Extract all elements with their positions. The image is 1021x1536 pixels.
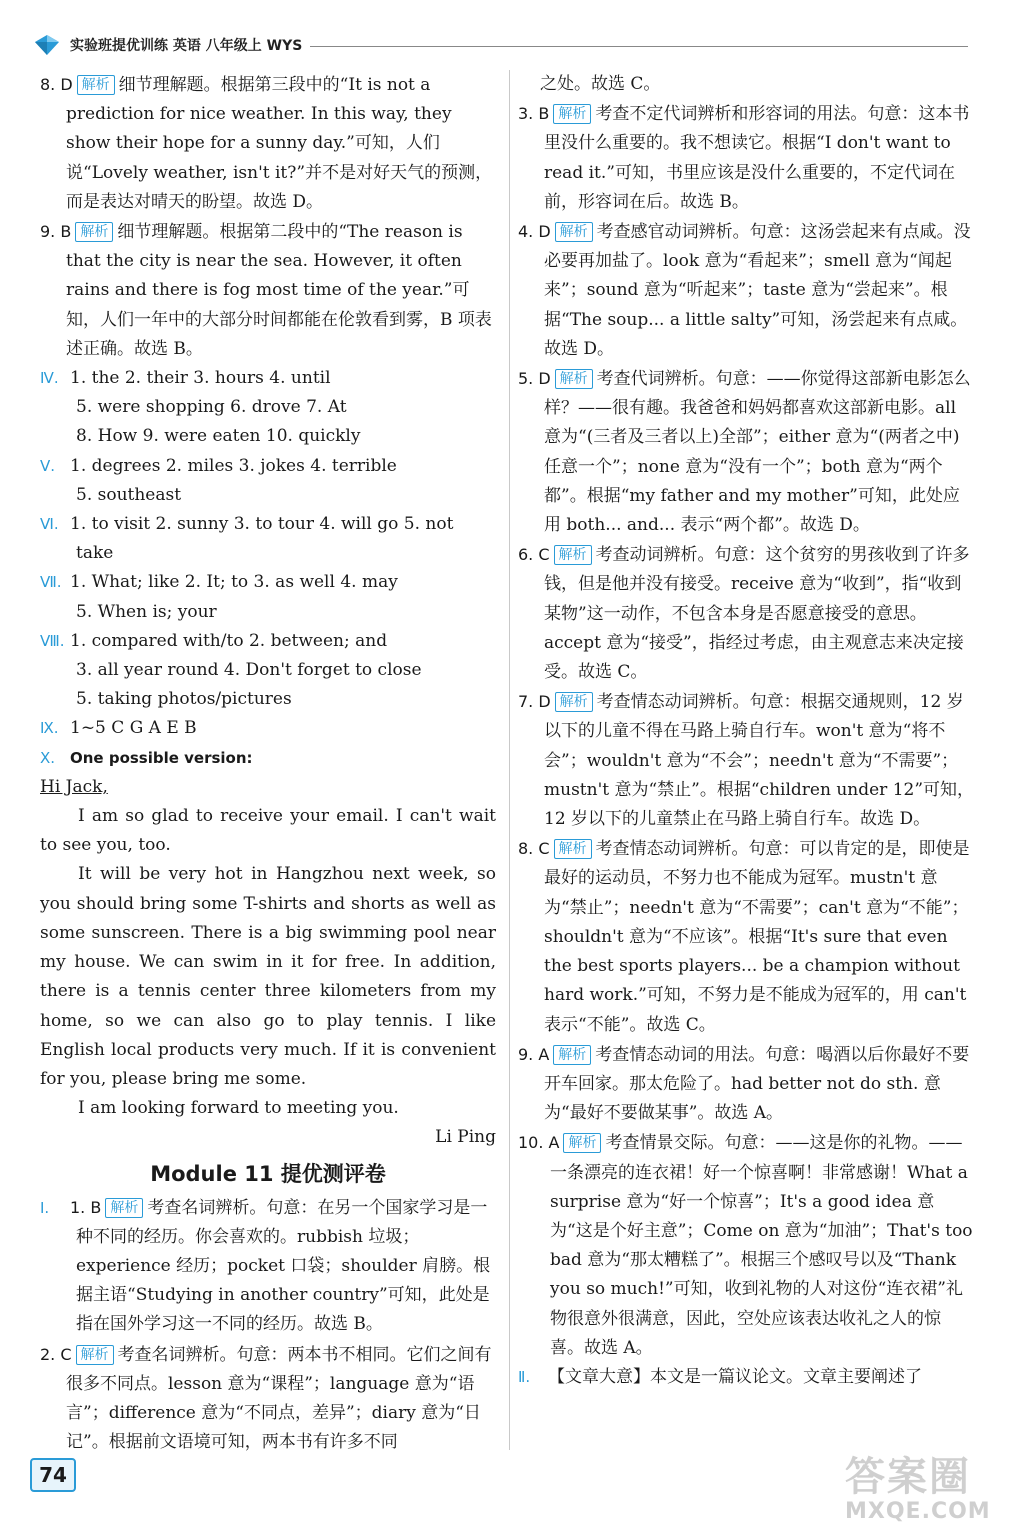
left-column	[40, 70, 496, 1457]
analysis-tag: 解析	[555, 369, 593, 389]
letter-signature: Li Ping	[435, 1127, 496, 1148]
module-answer-2: 2. C 解析 考查名词辨析。句意：两本书不相同。它们之间有很多不同点。lesson 意为“课程”；language 意为“语言”；difference 意为“不同点，差异”；diary 意为“日记”。根据前文语境可知，两本书有许多不同	[40, 1344, 492, 1453]
module-answer-9: 9. A 解析 考查情态动词的用法。句意：喝酒以后你最好不要开车回家。那太危险了。had better not do sth. 意为“最好不要做某事”。故选 A。	[518, 1044, 970, 1124]
analysis-tag: 解析	[77, 75, 115, 95]
module-answer-5: 5. D 解析 考查代词辨析。句意：——你觉得这部新电影怎么样？——很有趣。我爸爸和妈妈都喜欢这部新电影。all 意为“(三者及三者以上)全部”；either 意为“(两者之中)任意一个”；none 意为“没有一个”；both 意为“两个都”。根据“my father and my mother”可知，此处应用 both... and... 表示“两个都”。故选 D。	[518, 369, 971, 536]
module-title: Module 11 提优测评卷	[150, 1161, 386, 1186]
page-header	[30, 30, 970, 60]
diamond-logo-icon	[34, 34, 60, 56]
section-9: Ⅸ. 1~5 C G A E B	[40, 718, 197, 739]
section-5: Ⅴ. 1. degrees 2. miles 3. jokes 4. terrible 5. southeast	[40, 455, 397, 505]
letter-paragraph: It will be very hot in Hangzhou next week, so you should bring some T-shirts and shorts as well as some sunscreen. There is a big swimming pool near my house. We can swim in it for free. In addition, there is a tennis center three kilometers from my home, so we can also go to play tennis. I like English local products very much. If it is convenient for you, please bring me some.	[40, 864, 496, 1089]
continued-text: 之处。故选 C。	[540, 74, 661, 94]
module-answer-6: 6. C 解析 考查动词辨析。句意：这个贫穷的男孩收到了许多钱，但是他并没有接受。receive 意为“收到”，指“收到某物”这一动作，不包含本身是否愿意接受的意思。accept 意为“接受”，指经过考虑，由主观意志来决定接受。故选 C。	[518, 545, 970, 683]
section-6: Ⅵ. 1. to visit 2. sunny 3. to tour 4. will go 5. not take	[40, 514, 454, 564]
letter-paragraph: I am looking forward to meeting you.	[78, 1098, 399, 1119]
header-rule	[310, 46, 968, 47]
watermark-logo: 答案圈 MXQE.COM	[845, 1454, 991, 1524]
analysis-tag: 解析	[553, 104, 591, 124]
analysis-tag: 解析	[553, 1045, 591, 1065]
analysis-tag: 解析	[563, 1133, 601, 1153]
answer-8: 8. D 解析 细节理解题。根据第三段中的“It is not a prediction for nice weather. In this way, they show their hope for a sunny day.”可知，人们说“Lovely weather, isn't it?”并不是对好天气的预测，而是表达对晴天的盼望。故选 D。	[40, 75, 493, 212]
analysis-tag: 解析	[75, 222, 113, 242]
section-8: Ⅷ. 1. compared with/to 2. between; and 3. all year round 4. Don't forget to close 5. taking photos/pictures	[40, 630, 422, 710]
analysis-tag: 解析	[554, 839, 592, 859]
header-title: 实验班提优训练 英语 八年级上 WYS	[70, 38, 303, 54]
module-answer-4: 4. D 解析 考查感官动词辨析。句意：这汤尝起来有点咸。没必要再加盐了。look 意为“看起来”；smell 意为“闻起来”；sound 意为“听起来”；taste 意为“尝起来”。根据“The soup... a little salty”可知，汤尝起来有点咸。故选 D。	[518, 222, 971, 359]
section-2: Ⅱ. 【文章大意】本文是一篇议论文。文章主要阐述了	[518, 1366, 922, 1387]
sample-letter	[40, 773, 496, 1153]
section-4: Ⅳ. 1. the 2. their 3. hours 4. until 5. were shopping 6. drove 7. At 8. How 9. were eaten 10. quickly	[40, 368, 361, 447]
answer-9: 9. B 解析 细节理解题。根据第二段中的“The reason is that the city is near the sea. However, it often rains and there is fog most time of the year.”可知，人们一年中的大部分时间都能在伦敦看到雾，B 项表述正确。故选 B。	[40, 222, 492, 359]
analysis-tag: 解析	[76, 1345, 114, 1365]
letter-paragraph: I am so glad to receive your email. I can't wait to see you, too.	[40, 806, 496, 856]
column-divider	[509, 70, 510, 1450]
analysis-tag: 解析	[105, 1198, 143, 1218]
module-answer-1: Ⅰ. 1. B 解析 考查名词辨析。句意：在另一个国家学习是一种不同的经历。你会喜欢的。rubbish 垃圾；experience 经历；pocket 口袋；shoulder 肩膀。根据主语“Studying in another country”可知，此处是指在国外学习这一不同的经历。故选 B。	[40, 1197, 491, 1335]
module-answer-8: 8. C 解析 考查情态动词辨析。句意：可以肯定的是，即使是最好的运动员，不努力也不能成为冠军。mustn't 意为“禁止”；needn't 意为“不需要”；can't 意为“不能”；shouldn't 意为“不应该”。根据“It's sure that even the best sports players... be a champion without hard work.”可知，不努力是不能成为冠军的，用 can't 表示“不能”。故选 C。	[518, 839, 970, 1035]
section-7: Ⅶ. 1. What; like 2. It; to 3. as well 4. may 5. When is; your	[40, 572, 398, 622]
module-answer-7: 7. D 解析 考查情态动词辨析。句意：根据交通规则，12 岁以下的儿童不得在马路上骑自行车。won't 意为“将不会”；wouldn't 意为“不会”；needn't 意为“不需要”；mustn't 意为“禁止”。根据“children under 12”可知，12 岁以下的儿童禁止在马路上骑自行车。故选 D。	[518, 692, 975, 830]
analysis-tag: 解析	[555, 692, 593, 712]
section-10: Ⅹ. One possible version:	[40, 748, 253, 767]
analysis-tag: 解析	[555, 222, 593, 242]
module-answer-10: 10. A 解析 考查情景交际。句意：——这是你的礼物。——一条漂亮的连衣裙！好一个惊喜啊！非常感谢！What a surprise 意为“好一个惊喜”；It's a good idea 意为“这是个好主意”；Come on 意为“加油”；That's too bad 意为“那太糟糕了”。根据三个感叹号以及“Thank you so much!”可知，收到礼物的人对这份“连衣裙”礼物很意外很满意，因此，空处应该表达收礼之人的惊喜。故选 A。	[518, 1133, 973, 1358]
analysis-tag: 解析	[554, 545, 592, 565]
module-answer-3: 3. B 解析 考查不定代词辨析和形容词的用法。句意：这本书里没什么重要的。我不想读它。根据“I don't want to read it.”可知，书里应该是没什么重要的，不定代词在前，形容词在后。故选 B。	[518, 104, 970, 212]
right-column	[518, 70, 974, 1392]
letter-greeting: Hi Jack,	[40, 776, 108, 797]
page-number: 74	[30, 1458, 76, 1492]
